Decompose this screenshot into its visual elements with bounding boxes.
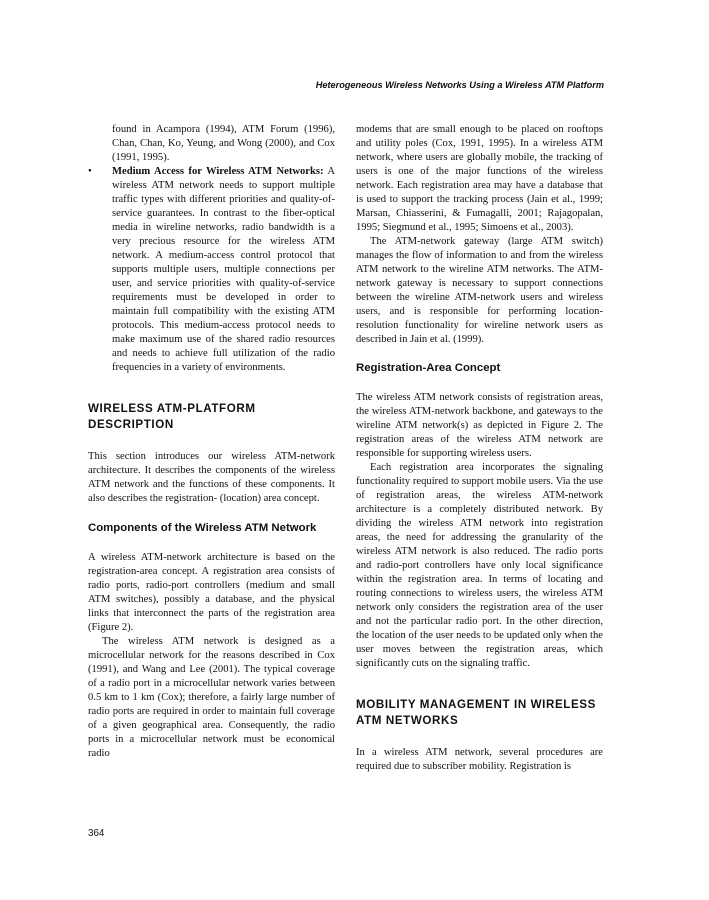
bullet-text: A wireless ATM network needs to support multiple traffic types with different priorities and quality-of-service guarantees. In contrast to the fiber-optical media in wireline networks, radio bandwidth is a very precious resource for the wireless ATM network. A medium-access control protocol that supports multiple users, multiple connections per user, and service priorities with quality-of-service requirements must be developed in order to maintain full compatibility with the existing ATM protocols. This medium-access protocol needs to make maximum use of the shared radio resources and needs to achieve full utilization of the radio frequencies in a variety of environments. <box>112 166 336 373</box>
section-intro-paragraph: This section introduces our wireless ATM-network architecture. It describes the components of the wireless ATM network and the functions of these components. It also describes the registration- (location) area concept. <box>88 451 335 504</box>
components-paragraph-2: The wireless ATM network is designed as a microcellular network for the reasons described in Cox (1991), and Wang and Lee (2001). The typical coverage of a radio port in a microcellular network varies between 0.5 km to 1 km (Cox); therefore, a fairly large number of radio ports are required in order to maintain full coverage of a given geographical area. Consequently, the radio ports in a microcellular network must be economical radio <box>88 636 335 759</box>
bullet-icon: • <box>88 166 92 177</box>
gateway-paragraph: The ATM-network gateway (large ATM switch) manages the flow of information to and from the wireless ATM network to the wireline ATM networks. The ATM-network gateway is necessary to support connections between the wireline ATM-network users and wireless users, and is responsible for performing location-resolution functionality for wireline network users as described in Jain et al. (1999). <box>356 236 603 345</box>
continued-paragraph: found in Acampora (1994), ATM Forum (1996), Chan, Chan, Ko, Yeung, and Wong (2000), and Cox (1991, 1995). <box>112 124 335 163</box>
continued-paragraph-right: modems that are small enough to be placed on rooftops and utility poles (Cox, 1991, 1995). In a wireless ATM network, where users are globally mobile, the tracking of users is one of the major functions of the wireless network. Each registration area may have a database that is used to support the tracking process (Jain et al., 1999; Marsan, Chiasserini, & Fumagalli, 2001; Rajagopalan, 1995; Siegmund et al., 1995; Simoens et al., 2003). <box>356 124 603 233</box>
page-number: 364 <box>88 828 105 839</box>
bullet-term: Medium Access for Wireless ATM Networks: <box>112 166 324 177</box>
left-column <box>88 123 335 761</box>
subsection-heading-registration-area: Registration-Area Concept <box>356 362 501 374</box>
right-column <box>356 123 603 774</box>
registration-paragraph-2: Each registration area incorporates the signaling functionality required to support mobile users. Via the use of registration areas, the wireless ATM-network architecture is a completely distributed network. By dividing the wireless ATM network into registration areas, the need for addressing the granularity of the wireless ATM network is also reduced. The radio ports and radio-port controllers have only local significance within the registration area. In terms of locating and routing connections to wireless users, the wireless ATM network only considers the registration area of the user and not the particular radio port. In the other direction, the location of the user needs to be updated only when the user moves between the registration areas, which significantly cuts on the signaling traffic. <box>356 462 603 669</box>
components-paragraph-1: A wireless ATM-network architecture is based on the registration-area concept. A registration area consists of radio ports, radio-port controllers (medium and small ATM switches), possibly a database, and the physical links that interconnect the parts of the registration area (Figure 2). <box>88 552 335 633</box>
section-heading-platform: WIRELESS ATM-PLATFORM DESCRIPTION <box>88 402 256 431</box>
section-heading-mobility: MOBILITY MANAGEMENT IN WIRELESS ATM NETWORKS <box>356 698 596 727</box>
bullet-item-medium-access <box>88 165 335 375</box>
running-header: Heterogeneous Wireless Networks Using a Wireless ATM Platform <box>315 80 604 90</box>
registration-paragraph-1: The wireless ATM network consists of registration areas, the wireless ATM-network backbone, and gateways to the wireline ATM network(s) as depicted in Figure 2. The registration areas of the wireless ATM network are responsible for supporting wireless users. <box>356 392 603 459</box>
mobility-paragraph: In a wireless ATM network, several procedures are required due to subscriber mobility. Registration is <box>356 747 603 772</box>
subsection-heading-components: Components of the Wireless ATM Network <box>88 522 317 534</box>
